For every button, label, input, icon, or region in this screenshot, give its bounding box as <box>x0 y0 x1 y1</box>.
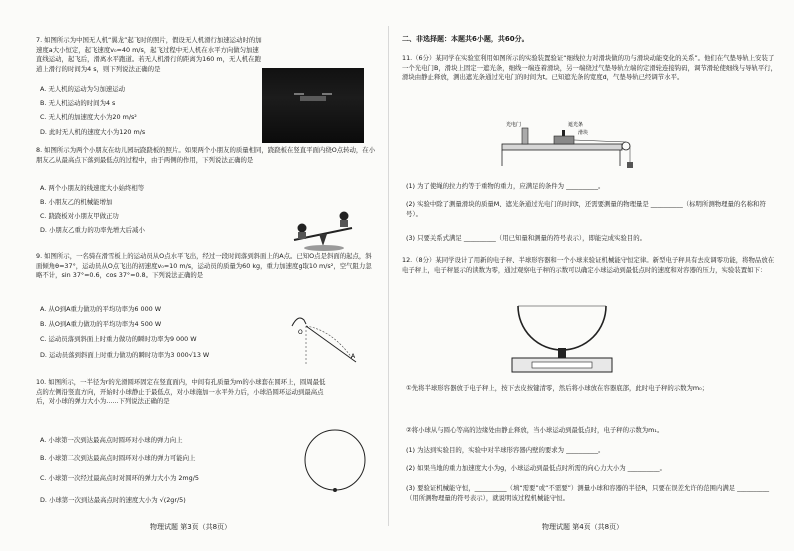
drone-icon <box>300 96 326 101</box>
slider-block <box>554 136 574 144</box>
child-a-head <box>298 224 307 233</box>
question-9-text: 9. 如图所示，一名骑在滑雪板上的运动员从O点水平飞出，经过一段时间落到斜面上的A点。已知O点是斜面的起点，斜面倾角θ=37°，运动员从O点飞出的初速度v₀=10 m/s，运动员的质量为60 kg，重力加速度g取10 m/s²，空气阻力忽略不计，sin 37°=0.6，cos 37°=0.8。下列说法正确的是 <box>36 252 372 280</box>
ski-jump-ramp <box>292 318 306 326</box>
photogate <box>522 128 528 144</box>
question-12 <box>402 256 780 275</box>
question-11-text: 11.（6分）某同学在实验室利用如图所示的实验装置验证“细线拉力对滑块做的功与滑块动能变化的关系”。他们在气垫导轨上安装了一个光电门B，滑块上固定一遮光条，细线一端连着滑块，另一端绕过气垫导轨左端的定滑轮连接钩码，调节滑轮使细线与导轨平行，滑块由静止释放，测出遮光条通过光电门的时间为t。已知遮光条的宽度d，气垫导轨已经调节水平。 <box>402 54 778 82</box>
pulley <box>622 142 630 150</box>
column-divider <box>388 26 389 526</box>
q7-option-a: A. 无人机的运动为匀加速运动 <box>40 85 126 93</box>
hemisphere-scale-figure <box>502 296 622 376</box>
string <box>574 140 626 142</box>
q9-option-d: D. 运动员落到斜面上时重力做功的瞬时功率为3 000√13 W <box>40 351 210 359</box>
question-8-text: 8. 如图所示为两个小朋友在幼儿园玩跷跷板的照片。如果两个小朋友的质量相同，跷跷板在竖直平面内绕O点转动，在小朋友乙从最高点下落到最低点的过程中，由于两侧的作用，下列说法正确的是 <box>36 146 376 164</box>
seesaw-ground <box>304 245 344 251</box>
q9-option-c: C. 运动员落到斜面上时重力做功的瞬时功率为9 000 W <box>40 335 197 343</box>
child-b-body <box>340 220 348 227</box>
q10-option-c: C. 小球第一次经过最高点时对圆环的弹力大小为 2mg/5 <box>40 474 199 482</box>
left-page-footer: 物理试题 第3页（共8页） <box>150 523 232 531</box>
q7-option-c: C. 无人机的加速度大小为20 m/s² <box>40 113 137 121</box>
scale-display <box>532 362 592 368</box>
question-8 <box>36 146 376 165</box>
q7-option-b: B. 无人机运动的时间为4 s <box>40 99 116 107</box>
slope-line <box>306 326 356 362</box>
q11-part-1: (1) 为了使绳的拉力约等于重物的重力，应满足的条件为 __________。 <box>406 182 605 190</box>
label-photogate: 光电门 <box>506 122 522 128</box>
question-7-text: 7. 如图所示为中国无人机“翼龙”起飞时的照片，假设无人机滑行加速运动时的加速度a大小恒定，起飞速度v₀=40 m/s，起飞过程中无人机在水平方向做匀加速直线运动，起飞后，滑离水平跑道。若无人机滑行的距离为160 m，无人机在跑道上滑行的时间为4 s，则下列说法正确的是 <box>36 36 262 73</box>
seesaw-figure <box>288 210 360 252</box>
q12-step-1: ①先将半球形容器放于电子秤上，按下去皮按键清零，然后将小球放在容器底部，此时电子秤的示数为m₀； <box>406 384 709 392</box>
hemisphere-bowl <box>518 306 606 350</box>
question-7-photo <box>262 68 364 143</box>
hanging-weight <box>627 162 633 168</box>
q12-step-2: ②将小球从与圆心等高的边缘处由静止释放，当小球运动到最低点时，电子秤的示数为m₁。 <box>406 426 664 434</box>
q11-part-3: (3) 只要关系式满足 __________（用已知量和测量的符号表示），即能完成实验目的。 <box>406 234 646 242</box>
q11-part-2: (2) 实验中除了测量滑块的质量M、遮光条通过光电门的时间t，还需要测量的物理量是 __________（标明所测物理量的名称和符号）。 <box>406 200 766 218</box>
q12-part-2: (2) 如果当地的重力加速度大小为g，小球运动到最低点时所需的向心力大小为 __________。 <box>406 464 667 472</box>
ring-figure <box>300 420 370 500</box>
label-shading-strip: 遮光条 <box>568 122 584 128</box>
question-10-text: 10. 如图所示，一半径为r的光滑圆环固定在竖直面内，中间有孔质量为m的小球套在圆环上，圆周最低点的左侧沿竖直方向，开始时小球静止于最低点，对小球施加一水平外力后，小球沿圆环运动到最高点后，对小球的弹力大小为......下列说法正确的是 <box>36 378 326 406</box>
seesaw-pivot <box>319 234 327 246</box>
point-a-label: A <box>351 353 356 360</box>
ski-slope-figure <box>288 312 362 372</box>
q10-option-d: D. 小球第一次到达最高点时的速度大小为 √(2gr/5) <box>40 496 186 504</box>
right-page-footer: 物理试题 第4页（共8页） <box>542 523 624 531</box>
shading-strip <box>562 130 565 136</box>
q10-option-b: B. 小球第二次到达最高点时圆环对小球的弹力可能向上 <box>40 454 196 462</box>
q12-part-3: (3) 要验证机械能守恒，__________（填“需要”或“不需要”）测量小球和容器的半径R，只要在误差允许的范围内满足 __________（用所测物理量的符号表示），就说明该过程机械能守恒。 <box>406 484 770 502</box>
question-12-text: 12.（8分）某同学设计了用新的电子秤、半球形容器和一个小球来验证机械能守恒定律。新型电子秤具有去皮调零功能，将物品放在电子秤上，电子秤显示的读数为零，通过观察电子秤的示数可以确定小球运动到最低点时的速度和对容器的压力，实验装置如下： <box>402 256 775 274</box>
air-track-figure <box>492 118 642 170</box>
q8-option-a: A. 两个小朋友的线速度大小始终相等 <box>40 184 145 192</box>
question-11 <box>402 54 780 83</box>
q9-option-a: A. 从O到A重力做功的平均功率为6 000 W <box>40 305 162 313</box>
point-o-label: O <box>298 329 303 336</box>
ball-dot <box>333 488 337 492</box>
bowl-stand <box>558 348 566 358</box>
q8-option-c: C. 跷跷板对小朋友甲做正功 <box>40 212 119 220</box>
question-9 <box>36 252 376 281</box>
label-slider: 滑块 <box>578 130 589 136</box>
child-b-head <box>340 212 349 221</box>
ring-circle <box>305 430 365 490</box>
q8-option-b: B. 小朋友乙的机械能增加 <box>40 198 113 206</box>
child-a-body <box>298 232 306 239</box>
q8-option-d: D. 小朋友乙重力的功率先增大后减小 <box>40 226 145 234</box>
q9-option-b: B. 从O到A重力做功的平均功率为4 500 W <box>40 320 162 328</box>
section-title: 二、非选择题：本题共6小题，共60分。 <box>402 35 529 43</box>
q10-option-a: A. 小球第一次到达最高点时圆环对小球的弹力向上 <box>40 436 183 444</box>
right-column <box>392 0 794 551</box>
question-7 <box>36 36 262 74</box>
q7-option-d: D. 此时无人机的速度大小为120 m/s <box>40 128 146 136</box>
question-10 <box>36 378 326 407</box>
q12-part-1: (1) 为达到实验目的，实验中对半球形容器内壁的要求为 __________。 <box>406 446 605 454</box>
left-column <box>0 0 392 551</box>
air-track <box>502 144 622 150</box>
